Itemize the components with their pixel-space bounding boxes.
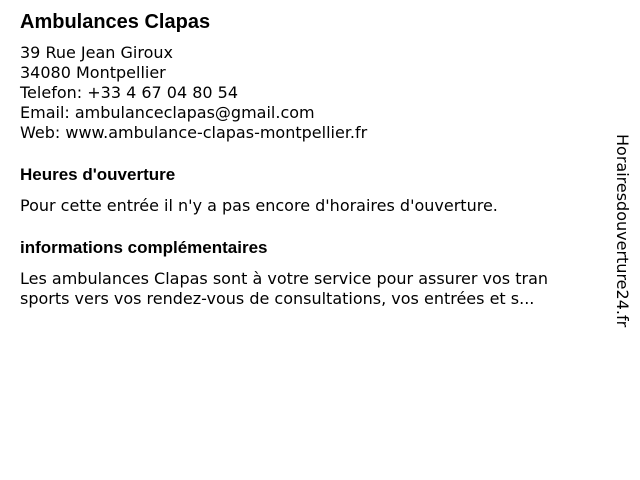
additional-info-line: Les ambulances Clapas sont à votre service pour assurer vos tran bbox=[20, 269, 549, 288]
additional-info-line: sports vers vos rendez-vous de consultations, vos entrées et s... bbox=[20, 289, 535, 308]
address-street: 39 Rue Jean Giroux bbox=[20, 43, 173, 62]
site-watermark: Horairesdouverture24.fr bbox=[613, 134, 632, 328]
opening-hours-heading: Heures d'ouverture bbox=[20, 165, 176, 184]
business-name: Ambulances Clapas bbox=[20, 11, 211, 33]
website-url: Web: www.ambulance-clapas-montpellier.fr bbox=[20, 123, 368, 142]
additional-info-heading: informations complémentaires bbox=[20, 238, 268, 257]
additional-info-text bbox=[20, 269, 600, 309]
address-city: 34080 Montpellier bbox=[20, 63, 166, 82]
opening-hours-text: Pour cette entrée il n'y a pas encore d'horaires d'ouverture. bbox=[20, 196, 498, 215]
email-address: Email: ambulanceclapas@gmail.com bbox=[20, 103, 315, 122]
phone-number: Telefon: +33 4 67 04 80 54 bbox=[20, 83, 239, 102]
business-card bbox=[20, 10, 600, 309]
